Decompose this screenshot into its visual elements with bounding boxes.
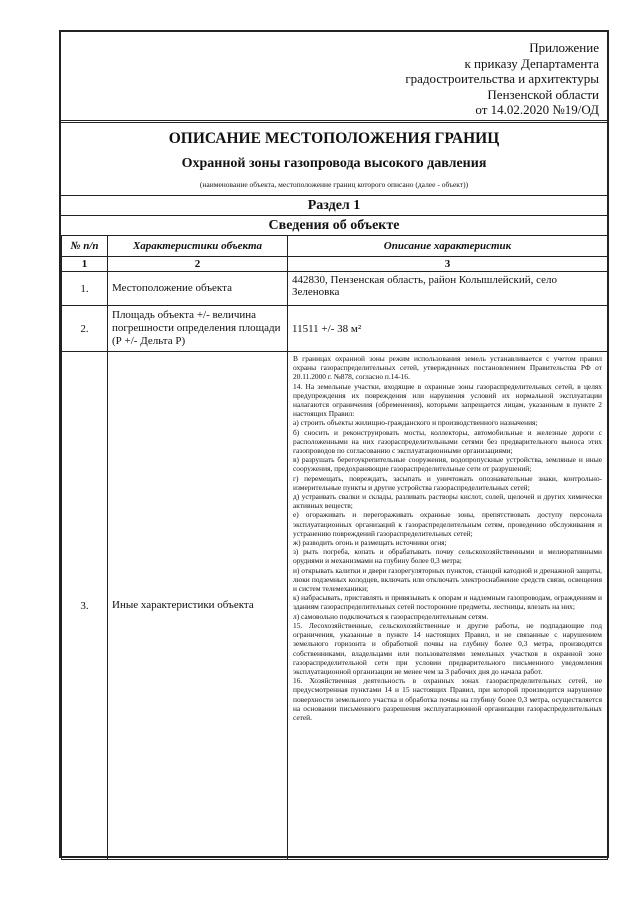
row-value: 11511 +/- 38 м²: [288, 306, 608, 352]
table-row: [62, 272, 608, 306]
header-description: Описание характеристик: [288, 236, 608, 257]
restriction-paragraph: и) открывать калитки и двери газорегуляторных пунктов, станций катодной и дренажной защиты, люки подземных колодцев, включать или отключать электроснабжение средств связи, освещения и систем телемеханики;: [293, 565, 602, 594]
table-row: [62, 306, 608, 352]
approval-block: [405, 40, 599, 118]
col-number: 2: [108, 257, 288, 272]
section-title: Сведения об объекте: [268, 218, 400, 233]
approval-line: градостроительства и архитектуры: [405, 71, 599, 86]
restriction-paragraph: к) набрасывать, приставлять и привязывать к опорам и надземным газопроводам, ограждениям и зданиям газораспределительных сетей посторонние предметы, лестницы, влезать на них;: [293, 593, 602, 612]
table-header-row: [62, 236, 608, 257]
approval-line: к приказу Департамента: [464, 55, 599, 71]
col-number: 3: [288, 257, 608, 272]
restriction-paragraph: ж) разводить огонь и размещать источники огня;: [293, 538, 447, 548]
restriction-paragraph: 15. Лесохозяйственные, сельскохозяйственные и другие работы, не подпадающие под ограничения, указанные в пункте 14 настоящих Правил, и не связанные с нарушением земельного горизонта и обработкой почвы на глубину более 0,3 метра, производятся собственниками, владельцами или пользователями земельных участков в охранной зоне газораспределительной сети при условии предварительного письменного уведомления эксплуатационной организации не менее чем за 3 рабочих дня до начала работ.: [293, 620, 602, 676]
document-frame: [59, 30, 609, 858]
row-value: 442830, Пензенская область, район Колышлейский, село Зеленовка: [288, 272, 608, 306]
approval-line: Пензенской области: [487, 86, 599, 102]
header-number: № п/п: [62, 236, 108, 257]
restriction-paragraph: г) перемещать, повреждать, засыпать и уничтожать опознавательные знаки, контрольно-измерительные пункты и другие устройства газораспределительных сетей;: [293, 473, 602, 492]
row-characteristic: Площадь объекта +/- величина погрешности определения площади (Р +/- Дельта Р): [108, 306, 288, 352]
restriction-paragraph: д) устраивать свалки и склады, разливать растворы кислот, солей, щелочей и других химически активных веществ;: [293, 492, 602, 511]
restriction-paragraph: л) самовольно подключаться к газораспределительным сетям.: [293, 611, 489, 621]
col-number: 1: [62, 257, 108, 272]
divider: [61, 215, 607, 216]
row-characteristic: Местоположение объекта: [108, 272, 288, 306]
row-number: 3.: [62, 352, 108, 860]
restriction-paragraph: в) разрушать берегоукрепительные сооружения, водопропускные устройства, земляные и иные сооружения, предохраняющие газораспределительные сети от разрушений;: [293, 455, 602, 474]
restriction-paragraph: В границах охранной зоны режим использования земель устанавливается с учетом правил охраны газораспределительных сетей, утвержденных постановлением Правительства РФ от 20.11.2000 г. №878, согласно п.14-16.: [293, 354, 602, 382]
restriction-paragraph: 14. На земельные участки, входящие в охранные зоны газораспределительных сетей, в целях предупреждения их повреждения или нарушения условий их нормальной эксплуатации налагаются ограничения (обременения), которыми запрещается лицам, указанным в пункте 2 настоящих Правил:: [293, 381, 602, 419]
column-number-row: [62, 257, 608, 272]
approval-line: Приложение: [529, 40, 599, 55]
divider: [61, 195, 607, 196]
object-name: Охранной зоны газопровода высокого давления: [181, 156, 487, 171]
restriction-paragraph: е) огораживать и перегораживать охранные зоны, препятствовать доступу персонала эксплуатационных организаций к газораспределительным сетям, проведению обслуживания и устранению повреждений газораспределительных сетей;: [293, 510, 602, 538]
divider: [61, 120, 607, 123]
object-table: [61, 235, 608, 860]
table-row: [62, 352, 608, 860]
object-note: (наименование объекта, местоположение границ которого описано (далее - объект)): [199, 180, 469, 189]
section-number: Раздел 1: [307, 198, 361, 213]
restriction-paragraph: 16. Хозяйственная деятельность в охранных зонах газораспределительных сетей, не предусмотренная пунктами 14 и 15 настоящих Правил, при которой производится нарушение поверхности земельного участка и обработка почвы на глубину более 0,3 метра, осуществляется на основании письменного разрешения эксплуатационной организации газораспределительных сетей.: [293, 676, 602, 722]
restriction-paragraph: а) строить объекты жилищно-гражданского и производственного назначения;: [293, 418, 538, 428]
restriction-paragraph: з) рыть погреба, копать и обрабатывать почву сельскохозяйственными и мелиоративными орудиями и механизмами на глубину более 0,3 метра;: [293, 547, 602, 566]
row-number: 2.: [62, 306, 108, 352]
row-number: 1.: [62, 272, 108, 306]
approval-line: от 14.02.2020 №19/ОД: [475, 102, 599, 117]
document-title: ОПИСАНИЕ МЕСТОПОЛОЖЕНИЯ ГРАНИЦ: [168, 130, 500, 147]
restriction-paragraph: б) сносить и реконструировать мосты, коллекторы, автомобильные и железные дороги с расположенными на них газораспределительными сетями без предварительного выноса этих газопроводов по согласованию с эксплуатационными организациями;: [293, 427, 602, 456]
header-characteristic: Характеристики объекта: [108, 236, 288, 257]
row-characteristic: Иные характеристики объекта: [108, 352, 288, 860]
restrictions-text: [288, 352, 608, 860]
